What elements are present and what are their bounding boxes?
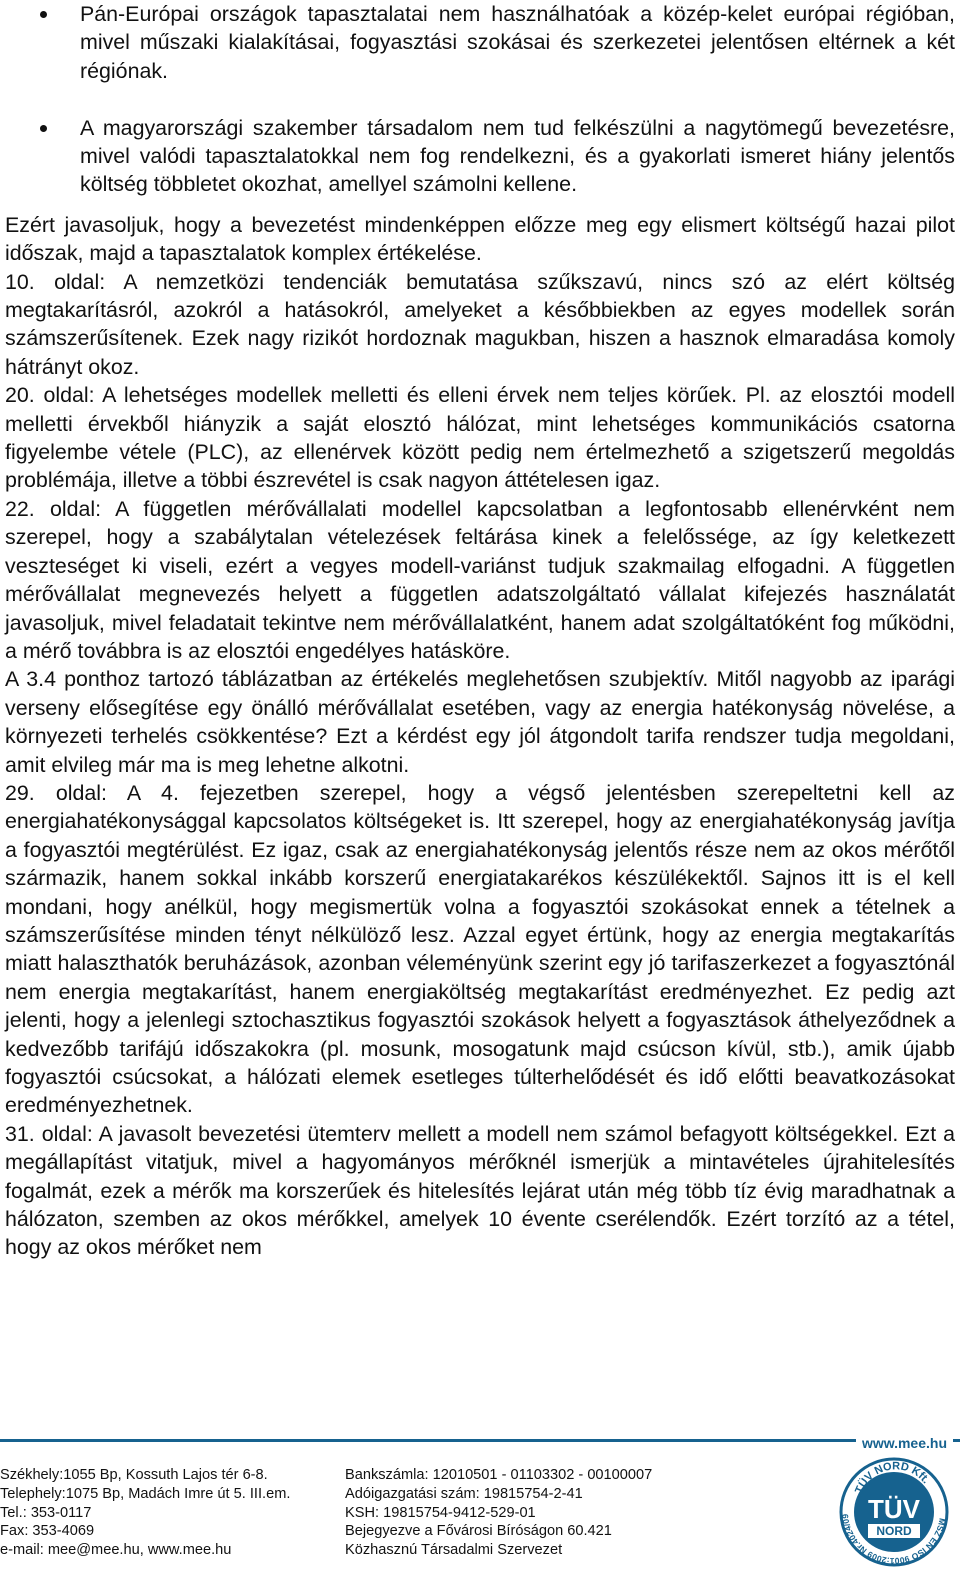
footer-phone-line: Tel.: 353-0117	[0, 1504, 92, 1521]
seal-ring-text-path: MSZ EN ISO 9001:2009 Nr.4024/09	[839, 1513, 948, 1567]
footer-tax-line: Adóigazgatási szám: 19815754-2-41	[345, 1485, 583, 1502]
document-body	[5, 0, 955, 1262]
seal-bottom-text: NORD	[876, 1524, 912, 1538]
paragraph: 31. oldal: A javasolt bevezetési ütemterv mellett a modell nem számol befagyott költségekkel. Ezt a megállapítást vitatjuk, mivel a hagyományos mérőknél ismerjük a mintavételes újrahitelesítés fogalmát, ezek a mérők ma korszerűek és hitelesítés lejárat után még több tíz évig maradhatnak a hálózaton, szemben az okos mérőkkel, amelyek 10 évente cserélendők. Ezért torzító az a tétel, hogy az okos mérőket nem	[5, 1121, 955, 1260]
footer-court-line: Bejegyezve a Fővárosi Bíróságon 60.421	[345, 1523, 612, 1540]
tuv-nord-seal-icon	[838, 1456, 950, 1568]
paragraph: 29. oldal: A 4. fejezetben szerepel, hogy a végső jelentésben szerepeltetni kell az energiahatékonysággal kapcsolatos költségeket is. Itt szerepel, hogy az energiahatékonyság javítja a fogyasztói megtérülést. Ez igaz, csak az energiahatékonyság jelentős része nem az okos mérőtől származik, hanem sokkal inkább korszerű energiatakarékos készülékektől. Sajnos itt is el kell mondani, hogy anélkül, hogy megismertük volna a fogyasztói szokásokat ennek a tételnek a számszerűsítése minden tényt nélkülöző lesz. Azzal egyet értünk, hogy az energia megtakarítás miatt halaszthatók beruházások, azonban véleményünk szerint egy jó tarifaszerkezet a fogyasztónál nem energia megtakarítást, hanem energiaköltség megtakarítást eredményezhet. Ez pedig azt jelenti, hogy a jelenlegi sztochasztikus fogyasztói szokások helyett a fogyasztások áthelyeződnek a kedvezőbb tarifájú időszakokra (pl. mosunk, mosogatunk majd csúcson kívül, stb.), amik újabb fogyasztói csúcsokat, a hálózati elemek esetleges túlterhelődését és idő előtti beavatkozásokat eredményezhetnek.	[5, 780, 955, 1118]
footer-divider	[0, 1439, 960, 1442]
footer-email-line: e-mail: mee@mee.hu, www.mee.hu	[0, 1542, 232, 1559]
footer-fax-line: Fax: 353-4069	[0, 1523, 95, 1540]
footer-site-line: Telephely:1075 Bp, Madách Imre út 5. III.em.	[0, 1485, 291, 1502]
bullet-text: A magyarországi szakember társadalom nem tud felkészülni a nagytömegű bevezetésre, mivel valódi tapasztalatokkal nem fog rendelkezni, és a gyakorlati ismeret hiány jelentős költség többletet okozhat, amellyel számolni kellene.	[80, 115, 955, 197]
bullet-text: Pán-Európai országok tapasztalatai nem használhatóak a közép-kelet európai régióban, mivel műszaki kialakításai, fogyasztási szokásai és szerkezetei jelentősen eltérnek a két régiónak.	[80, 2, 955, 83]
paragraph: 20. oldal: A lehetséges modellek melletti és elleni érvek nem teljes körűek. Pl. az elosztói modell melletti érvekből hiányzik a saját elosztó hálózat, mint lehetséges kommunikációs csatorna figyelembe vétele (PLC), az ellenérvek között pedig nem értelmezhető a szigetszerű megoldás problémája, illetve a többi észrevétel is csak nagyon áttételesen igaz.	[5, 383, 955, 493]
footer-ksh-line: KSH: 19815754-9412-529-01	[345, 1504, 536, 1521]
footer-org-type-line: Közhasznú Társadalmi Szervezet	[345, 1542, 563, 1559]
bullet-item	[5, 0, 955, 85]
footer-address-line: Székhely:1055 Bp, Kossuth Lajos tér 6-8.	[0, 1467, 268, 1483]
seal-top-text-path: TÜV NORD Kft.	[853, 1460, 933, 1496]
footer-registry-info	[345, 1466, 652, 1560]
paragraph: Ezért javasoljuk, hogy a bevezetést mindenképpen előzze meg egy elismert költségű hazai pilot időszak, majd a tapasztalatok komplex értékelése.	[5, 212, 955, 266]
paragraph: 10. oldal: A nemzetközi tendenciák bemutatása szűkszavú, nincs szó az elért költség megtakarításról, azokról a hatásokról, amelyeket a későbbiekben az egyes modellek során számszerűsítenek. Ezek nagy rizikót hordoznak magukban, hiszen a hasznok elmaradása komoly hátrányt okoz.	[5, 269, 955, 379]
paragraph: A 3.4 ponthoz tartozó táblázatban az értékelés meglehetősen szubjektív. Mitől nagyobb az iparági verseny elősegítése egy önálló mérővállalat esetében, vagy az energia hatékonyság növelése, a környezeti terhelés csökkentése? Ezt a kérdést egy jól átgondolt tarifa rendszer tudja megoldani, amit elvileg már ma is meg lehetne alkotni.	[5, 667, 955, 777]
footer-bank-line: Bankszámla: 12010501 - 01103302 - 00100007	[345, 1467, 653, 1483]
paragraph: 22. oldal: A független mérővállalati modellel kapcsolatban a legfontosabb ellenérvként nem szerepel, hogy a szabálytalan vételezések feltárása kinek a felelőssége, az így keletkezett veszteséget ki viseli, ezért a vegyes modell-variánst tudjuk szakmailag elfogadni. A független mérővállalat megnevezés helyett a független adatszolgáltató vállalat kifejezés használatát javasoljuk, mivel feladatait tekintve nem mérővállalatként, hanem adat szolgáltatóként fog működni, a mérő továbbra is az elosztói engedélyes hatásköre.	[5, 496, 955, 663]
footer-website: www.mee.hu	[856, 1434, 953, 1452]
bullet-item	[5, 114, 955, 199]
footer-contact-info	[0, 1466, 290, 1560]
seal-center-text: TÜV	[868, 1494, 920, 1524]
bullet-list	[5, 0, 955, 199]
